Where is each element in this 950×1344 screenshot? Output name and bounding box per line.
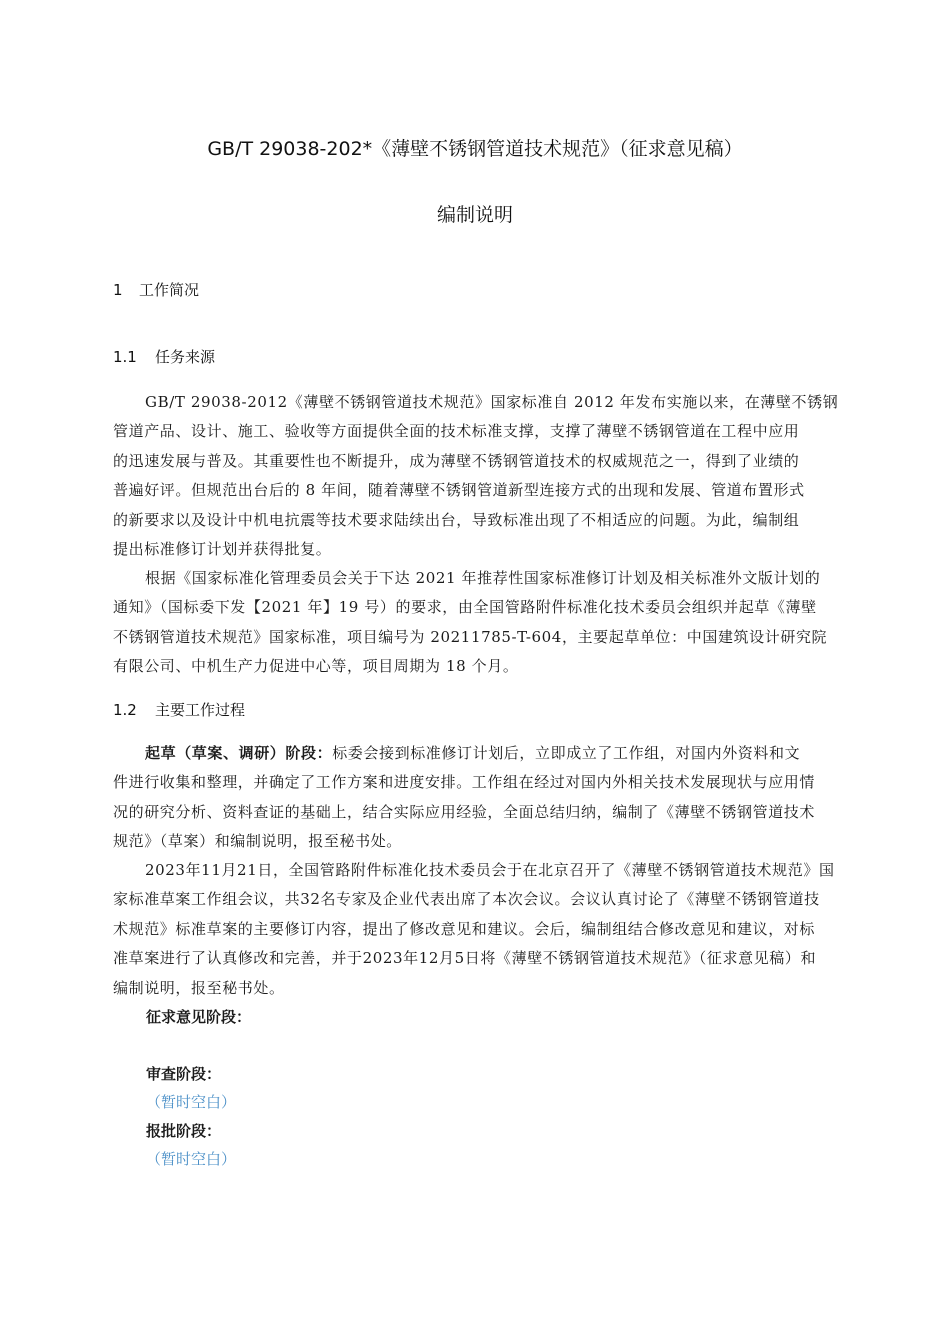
paragraph-task-source-1 <box>113 388 858 564</box>
text-line <box>113 739 858 768</box>
text-line: 件进行收集和整理，并确定了工作方案和进度安排。工作组在经过对国内外相关技术发展现状与应用情 <box>113 773 816 792</box>
review-stage-label: 审查阶段： <box>146 1065 222 1083</box>
text-line: 家标准草案工作组会议，共32名专家及企业代表出席了本次会议。会议认真讨论了《薄壁不锈钢管道技 <box>113 890 820 909</box>
section-title: 工作简况 <box>139 281 200 299</box>
text-line: 的迅速发展与普及。其重要性也不断提升，成为薄壁不锈钢管道技术的权威规范之一，得到了业绩的 <box>113 451 800 470</box>
text-line: 管道产品、设计、施工、验收等方面提供全面的技术标准支撑，支撑了薄壁不锈钢管道在工程中应用 <box>113 422 800 441</box>
text-line: 有限公司、中机生产力促进中心等，项目周期为 18 个月。 <box>113 657 519 676</box>
document-title: GB/T 29038-202*《薄壁不锈钢管道技术规范》（征求意见稿） <box>207 138 743 160</box>
paragraph-meeting <box>113 856 858 1003</box>
section-heading-1-2 <box>113 699 245 720</box>
text-line: 编制说明，报至秘书处。 <box>113 978 285 997</box>
section-title: 任务来源 <box>155 348 216 366</box>
text-line: 通知》（国标委下发【2021 年】19 号）的要求，由全国管路附件标准化技术委员会组织并起草《薄壁 <box>113 598 817 617</box>
paragraph-task-source-2 <box>113 564 858 682</box>
text-line: 术规范》标准草案的主要修订内容，提出了修改意见和建议。会后，编制组结合修改意见和建议，对标 <box>113 919 816 938</box>
text-line: 提出标准修订计划并获得批复。 <box>113 539 332 558</box>
consult-stage-label: 征求意见阶段： <box>146 1008 252 1026</box>
text-line: 不锈钢管道技术规范》国家标准，项目编号为 20211785-T-604，主要起草单位：中国建筑设计研究院 <box>113 627 828 646</box>
text-line: 普遍好评。但规范出台后的 8 年间，随着薄壁不锈钢管道新型连接方式的出现和发展、管道布置形式 <box>113 481 805 500</box>
text-span: 标委会接到标准修订计划后，立即成立了工作组，对国内外资料和文 <box>332 744 801 762</box>
text-line: 况的研究分析、资料查证的基础上，结合实际应用经验，全面总结归纳，编制了《薄壁不锈钢管道技术 <box>113 802 816 821</box>
draft-stage-label: 起草（草案、调研）阶段： <box>145 744 333 762</box>
section-number: 1.2 <box>113 701 137 719</box>
approval-stage-label: 报批阶段： <box>146 1122 222 1140</box>
text-line: 2023年11月21日，全国管路附件标准化技术委员会于在北京召开了《薄壁不锈钢管道技术规范》国 <box>145 861 835 879</box>
text-line: GB/T 29038-2012《薄壁不锈钢管道技术规范》国家标准自 2012 年发布实施以来，在薄壁不锈钢 <box>145 393 839 411</box>
paragraph-draft-stage <box>113 739 858 857</box>
section-number: 1.1 <box>113 348 137 366</box>
approval-placeholder: （暂时空白） <box>146 1150 237 1168</box>
text-line: 准草案进行了认真修改和完善，并于2023年12月5日将《薄壁不锈钢管道技术规范》（征求意见稿）和 <box>113 949 817 968</box>
text-line: 的新要求以及设计中机电抗震等技术要求陆续出台，导致标准出现了不相适应的问题。为此，编制组 <box>113 510 800 529</box>
section-number: 1 <box>113 281 123 299</box>
text-line: 规范》（草案）和编制说明，报至秘书处。 <box>113 832 402 851</box>
section-heading-1-1 <box>113 346 215 367</box>
section-title: 主要工作过程 <box>155 701 246 719</box>
review-placeholder: （暂时空白） <box>146 1093 237 1111</box>
document-subtitle: 编制说明 <box>436 204 513 226</box>
text-line: 根据《国家标准化管理委员会关于下达 2021 年推荐性国家标准修订计划及相关标准外文版计划的 <box>145 569 821 587</box>
section-heading-1 <box>113 279 199 300</box>
